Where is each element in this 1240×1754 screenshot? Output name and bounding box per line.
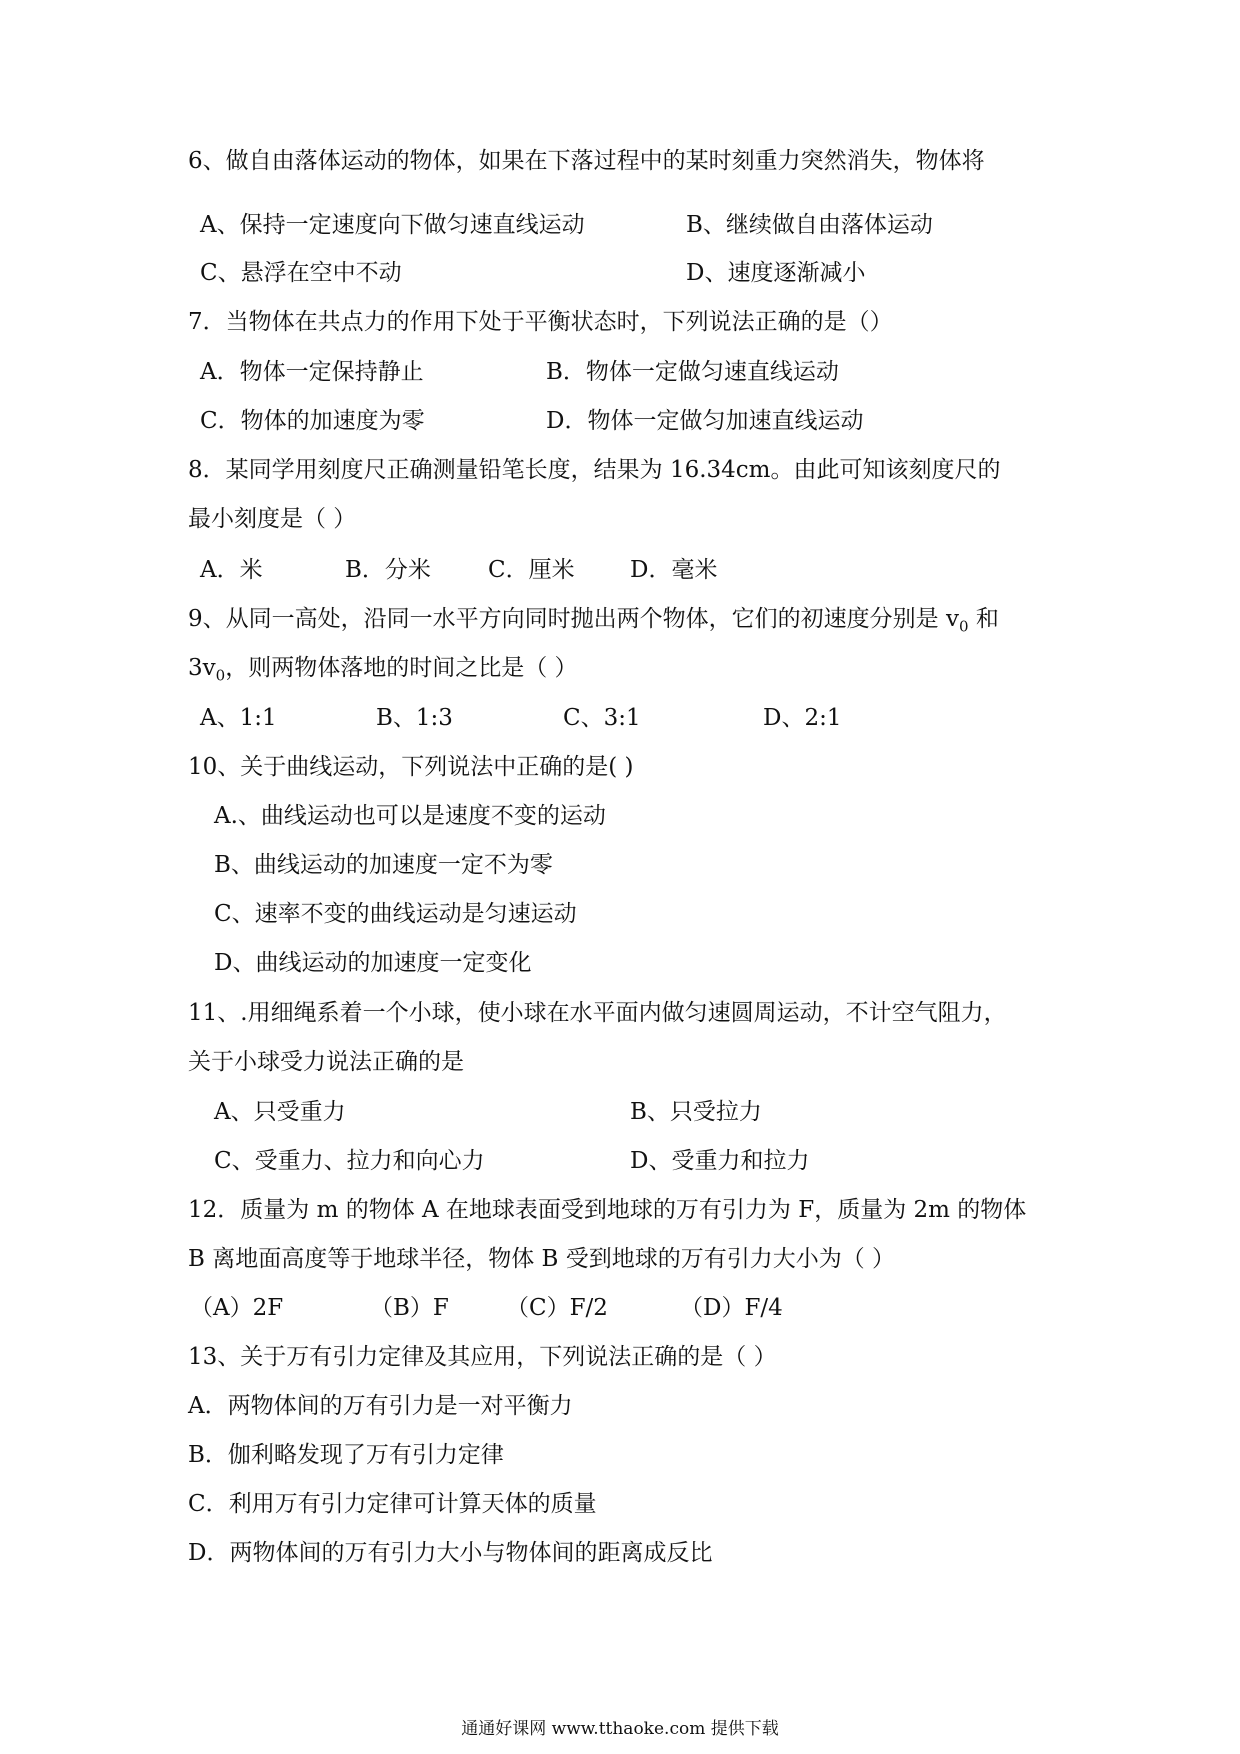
page-footer: 通通好课网 www.tthaoke.com 提供下载 <box>461 1719 779 1739</box>
q11-option-a: A、只受重力 <box>214 1099 346 1125</box>
q12-option-b: （B）F <box>370 1295 449 1321</box>
q13-option-c: C．利用万有引力定律可计算天体的质量 <box>188 1491 597 1517</box>
q11-option-c: C、受重力、拉力和向心力 <box>214 1148 485 1174</box>
q9-stem-line2: $3v_0$，则两物体落地的时间之比是（ ） <box>188 655 578 685</box>
q7-option-a: A．物体一定保持静止 <box>200 359 424 385</box>
q11-stem-line2: 关于小球受力说法正确的是 <box>188 1049 464 1075</box>
q10-option-a: A.、曲线运动也可以是速度不变的运动 <box>214 803 606 829</box>
q7-option-d: D．物体一定做匀加速直线运动 <box>546 408 864 434</box>
q8-stem-line1: 8．某同学用刻度尺正确测量铅笔长度，结果为 16.34cm。由此可知该刻度尺的 <box>188 457 1001 483</box>
q7-stem: 7．当物体在共点力的作用下处于平衡状态时，下列说法正确的是（） <box>188 309 893 335</box>
q12-stem-line1: 12．质量为 m 的物体 A 在地球表面受到地球的万有引力为 F，质量为 2m 的物体 <box>188 1197 1027 1223</box>
q11-stem-line1: 11、.用细绳系着一个小球，使小球在水平面内做匀速圆周运动，不计空气阻力， <box>188 1000 1007 1026</box>
q9-option-b: B、1:3 <box>376 705 453 731</box>
q12-stem-line2: B 离地面高度等于地球半径，物体 B 受到地球的万有引力大小为（ ） <box>188 1246 896 1272</box>
q9-subscript-zero: 0 <box>215 666 226 685</box>
q10-option-b: B、曲线运动的加速度一定不为零 <box>214 852 553 878</box>
q8-option-a: A．米 <box>200 557 263 583</box>
q9-option-c: C、3:1 <box>563 705 641 731</box>
q13-option-a: A．两物体间的万有引力是一对平衡力 <box>188 1393 573 1419</box>
q8-option-b: B．分米 <box>345 557 431 583</box>
q9-stem-line1: 9、从同一高处，沿同一水平方向同时抛出两个物体，它们的初速度分别是 $v_0$ 和 <box>188 606 999 636</box>
q7-option-c: C．物体的加速度为零 <box>200 408 425 434</box>
q13-option-b: B．伽利略发现了万有引力定律 <box>188 1442 504 1468</box>
q6-option-c: C、悬浮在空中不动 <box>200 260 402 286</box>
q10-option-c: C、速率不变的曲线运动是匀速运动 <box>214 901 577 927</box>
q13-option-d: D．两物体间的万有引力大小与物体间的距离成反比 <box>188 1540 713 1566</box>
q12-option-d: （D）F/4 <box>680 1295 783 1321</box>
q9-option-a: A、1:1 <box>200 705 277 731</box>
q8-stem-line2: 最小刻度是（ ） <box>188 506 357 532</box>
q8-option-d: D．毫米 <box>630 557 718 583</box>
q6-option-a: A、保持一定速度向下做匀速直线运动 <box>200 212 585 238</box>
q13-stem: 13、关于万有引力定律及其应用，下列说法正确的是（ ） <box>188 1344 777 1370</box>
q11-option-d: D、受重力和拉力 <box>630 1148 810 1174</box>
q12-option-a: （A）2F <box>190 1295 284 1321</box>
q12-option-c: （C）F/2 <box>506 1295 608 1321</box>
q9-subscript-zero: 0 <box>958 617 969 636</box>
q7-option-b: B．物体一定做匀速直线运动 <box>546 359 839 385</box>
q9-option-d: D、2:1 <box>763 705 842 731</box>
q10-stem: 10、关于曲线运动，下列说法中正确的是( ) <box>188 754 634 780</box>
q11-option-b: B、只受拉力 <box>630 1099 762 1125</box>
q6-stem: 6、做自由落体运动的物体，如果在下落过程中的某时刻重力突然消失，物体将 <box>188 148 985 174</box>
q6-option-b: B、继续做自由落体运动 <box>686 212 933 238</box>
q6-option-d: D、速度逐渐减小 <box>686 260 866 286</box>
q8-option-c: C．厘米 <box>488 557 575 583</box>
q10-option-d: D、曲线运动的加速度一定变化 <box>214 950 532 976</box>
